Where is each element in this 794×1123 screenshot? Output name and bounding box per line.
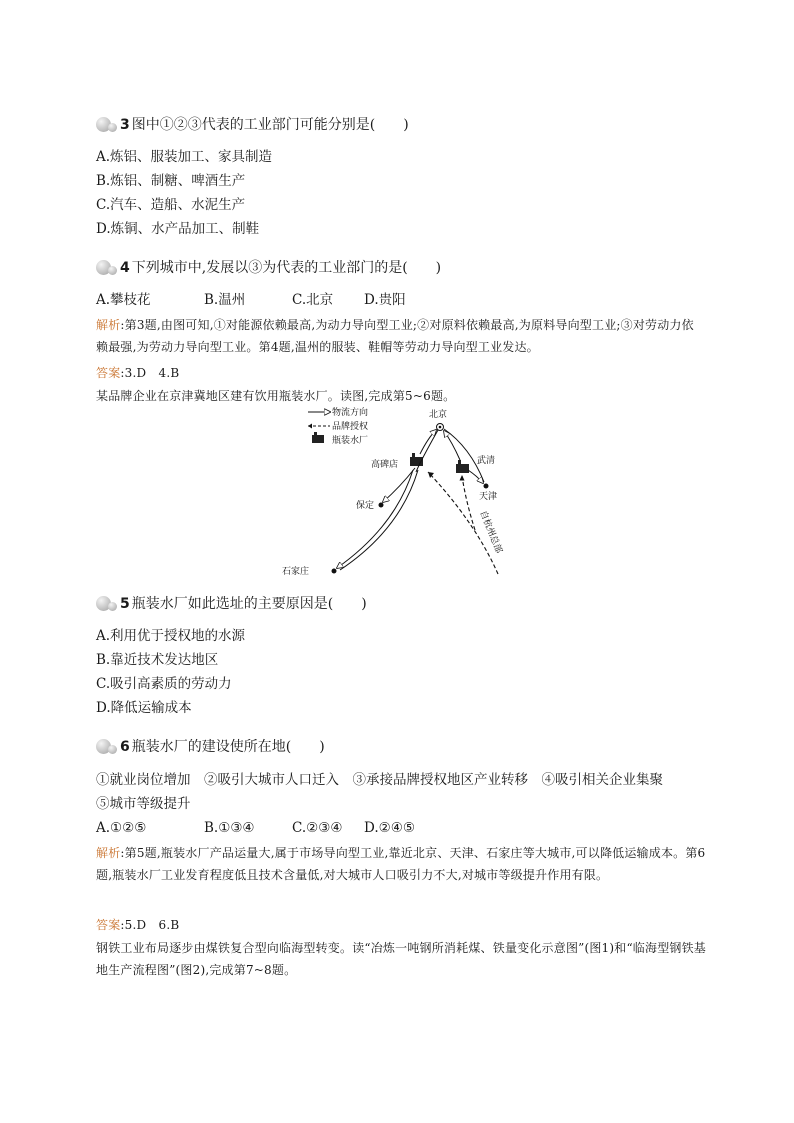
bubble-icon xyxy=(96,739,118,755)
factory-icon xyxy=(312,432,324,443)
question-4-options xyxy=(96,290,706,310)
baoding-marker xyxy=(379,503,384,508)
question-text: 瓶装水厂如此选址的主要原因是( ) xyxy=(131,596,367,612)
option-a: A.①②⑤ xyxy=(96,820,147,836)
answer-label: 答案 xyxy=(96,918,121,932)
shijiazhuang-marker xyxy=(332,569,337,574)
option-b: B.炼铝、制糖、啤酒生产 xyxy=(96,173,246,189)
tianjin-marker xyxy=(484,484,489,489)
question-3-stem xyxy=(96,115,706,135)
city-baoding: 保定 xyxy=(356,501,375,511)
option-a: A.利用优于授权地的水源 xyxy=(96,628,246,644)
legend-factory: 瓶装水厂 xyxy=(332,436,369,446)
explanation-text: :第3题,由图可知,①对能源依赖最高,为动力导向型工业;②对原料依赖最高,为原料导向型工业;③对劳动力依赖最强,为劳动力导向型工业。第4题,温州的服装、鞋帽等劳动力导向型工业发达。 xyxy=(96,318,694,354)
question-6-items-line2: ⑤城市等级提升 xyxy=(96,796,191,812)
question-6-options xyxy=(96,818,706,838)
explanation-label: 解析 xyxy=(96,318,121,332)
option-a: A.攀枝花 xyxy=(96,292,151,308)
legend-logistics: 物流方向 xyxy=(332,408,369,418)
explanation-3-4 xyxy=(96,314,706,358)
city-beijing: 北京 xyxy=(429,410,448,420)
intro-7-8: 钢铁工业布局逐步由煤铁复合型向临海型转变。读“冶炼一吨钢所消耗煤、铁量变化示意图”(图1)和“临海型钢铁基地生产流程图”(图2),完成第7~8题。 xyxy=(96,941,707,977)
option-d: D.降低运输成本 xyxy=(96,700,192,716)
hq-label: 自杭州总部 xyxy=(477,509,504,555)
option-d: D.炼铜、水产品加工、制鞋 xyxy=(96,221,260,237)
option-c: C.汽车、造船、水泥生产 xyxy=(96,197,246,213)
option-a: A.炼铝、服装加工、家具制造 xyxy=(96,149,273,165)
question-4-stem xyxy=(96,258,706,278)
city-tianjin: 天津 xyxy=(479,492,498,502)
question-number: 3 xyxy=(120,117,130,133)
question-6-items-line1: ①就业岗位增加 ②吸引大城市人口迁入 ③承接品牌授权地区产业转移 ④吸引相关企业集聚 xyxy=(96,772,663,788)
legend-authorization: 品牌授权 xyxy=(332,422,369,432)
factory-icon xyxy=(456,460,469,473)
answer-label: 答案 xyxy=(96,366,121,380)
explanation-5-6 xyxy=(96,842,706,886)
question-number: 5 xyxy=(120,596,130,612)
answer-5-6 xyxy=(96,914,706,936)
answer-3-4 xyxy=(96,362,706,384)
option-b: B.温州 xyxy=(204,292,246,308)
option-c: C.北京 xyxy=(292,292,334,308)
answer-text: :5.D 6.B xyxy=(120,918,180,932)
bubble-icon xyxy=(96,596,118,612)
logistics-map xyxy=(270,402,530,580)
option-d: D.②④⑤ xyxy=(364,820,415,836)
question-5-options xyxy=(96,624,706,720)
bubble-icon xyxy=(96,260,118,276)
question-number: 4 xyxy=(120,260,130,276)
map-legend xyxy=(308,406,368,446)
option-b: B.靠近技术发达地区 xyxy=(96,652,219,668)
option-c: C.②③④ xyxy=(292,820,343,836)
intro-5-6: 某品牌企业在京津冀地区建有饮用瓶装水厂。读图,完成第5~6题。 xyxy=(96,389,456,403)
question-6-stem xyxy=(96,737,706,757)
city-gaobeidian: 高碑店 xyxy=(371,460,399,470)
explanation-text: :第5题,瓶装水厂产品运量大,属于市场导向型工业,靠近北京、天津、石家庄等大城市,可以降低运输成本。第6题,瓶装水厂工业发育程度低且技术含量低,对大城市人口吸引力不大,对城市等级提升作用有限。 xyxy=(96,846,706,882)
city-shijiazhuang: 石家庄 xyxy=(282,567,310,577)
question-text: 图中①②③代表的工业部门可能分别是( ) xyxy=(131,117,409,133)
city-wuqing: 武清 xyxy=(477,456,496,466)
bubble-icon xyxy=(96,117,118,133)
question-number: 6 xyxy=(120,739,130,755)
question-text: 下列城市中,发展以③为代表的工业部门的是( ) xyxy=(131,260,442,276)
answer-text: :3.D 4.B xyxy=(120,366,180,380)
explanation-label: 解析 xyxy=(96,846,121,860)
question-text: 瓶装水厂的建设使所在地( ) xyxy=(131,739,325,755)
question-3-options xyxy=(96,145,706,241)
question-5-stem xyxy=(96,594,706,614)
option-b: B.①③④ xyxy=(204,820,255,836)
option-d: D.贵阳 xyxy=(364,292,406,308)
option-c: C.吸引高素质的劳动力 xyxy=(96,676,232,692)
factory-icon xyxy=(410,453,423,466)
